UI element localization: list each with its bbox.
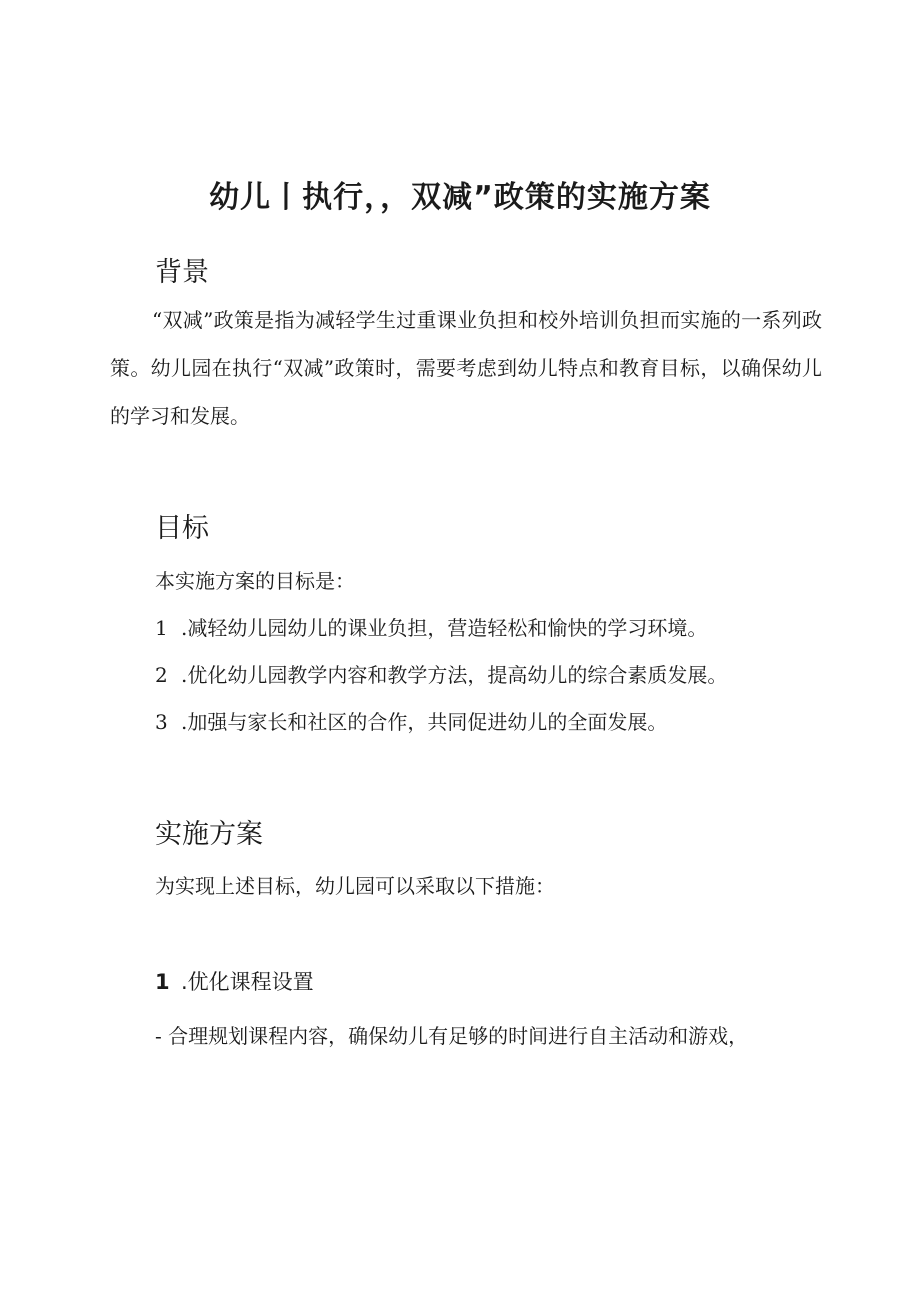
- subsection-heading-curriculum: [155, 966, 314, 996]
- goal-item: [155, 706, 667, 735]
- subsection-title: .优化课程设置: [181, 970, 314, 994]
- curriculum-bullet: - 合理规划课程内容，确保幼儿有足够的时间进行自主活动和游戏，: [155, 1024, 749, 1048]
- section-heading-background: 背景: [155, 257, 209, 288]
- goal-item-number: 2: [155, 663, 168, 687]
- goals-intro: 本实施方案的目标是：: [155, 569, 355, 593]
- plan-intro: 为实现上述目标，幼儿园可以采取以下措施：: [155, 874, 555, 898]
- subsection-number: 1: [155, 970, 170, 994]
- document-title: 幼儿丨执行，，双减”政策的实施方案: [209, 180, 711, 215]
- goal-item: [155, 612, 707, 641]
- goal-item: [155, 659, 727, 688]
- section-heading-plan: 实施方案: [155, 819, 263, 850]
- goal-item-number: 3: [155, 710, 168, 734]
- section-heading-goals: 目标: [155, 513, 209, 544]
- goal-item-text: .加强与家长和社区的合作，共同促进幼儿的全面发展。: [181, 710, 668, 734]
- background-paragraph: “双减”政策是指为减轻学生过重课业负担和校外培训负担而实施的一系列政策。幼儿园在执行“双减”政策时，需要考虑到幼儿特点和教育目标，以确保幼儿的学习和发展。: [110, 308, 822, 428]
- goal-item-text: .优化幼儿园教学内容和教学方法，提高幼儿的综合素质发展。: [181, 663, 728, 687]
- goal-item-number: 1: [155, 616, 168, 640]
- goal-item-text: .减轻幼儿园幼儿的课业负担，营造轻松和愉快的学习环境。: [181, 616, 708, 640]
